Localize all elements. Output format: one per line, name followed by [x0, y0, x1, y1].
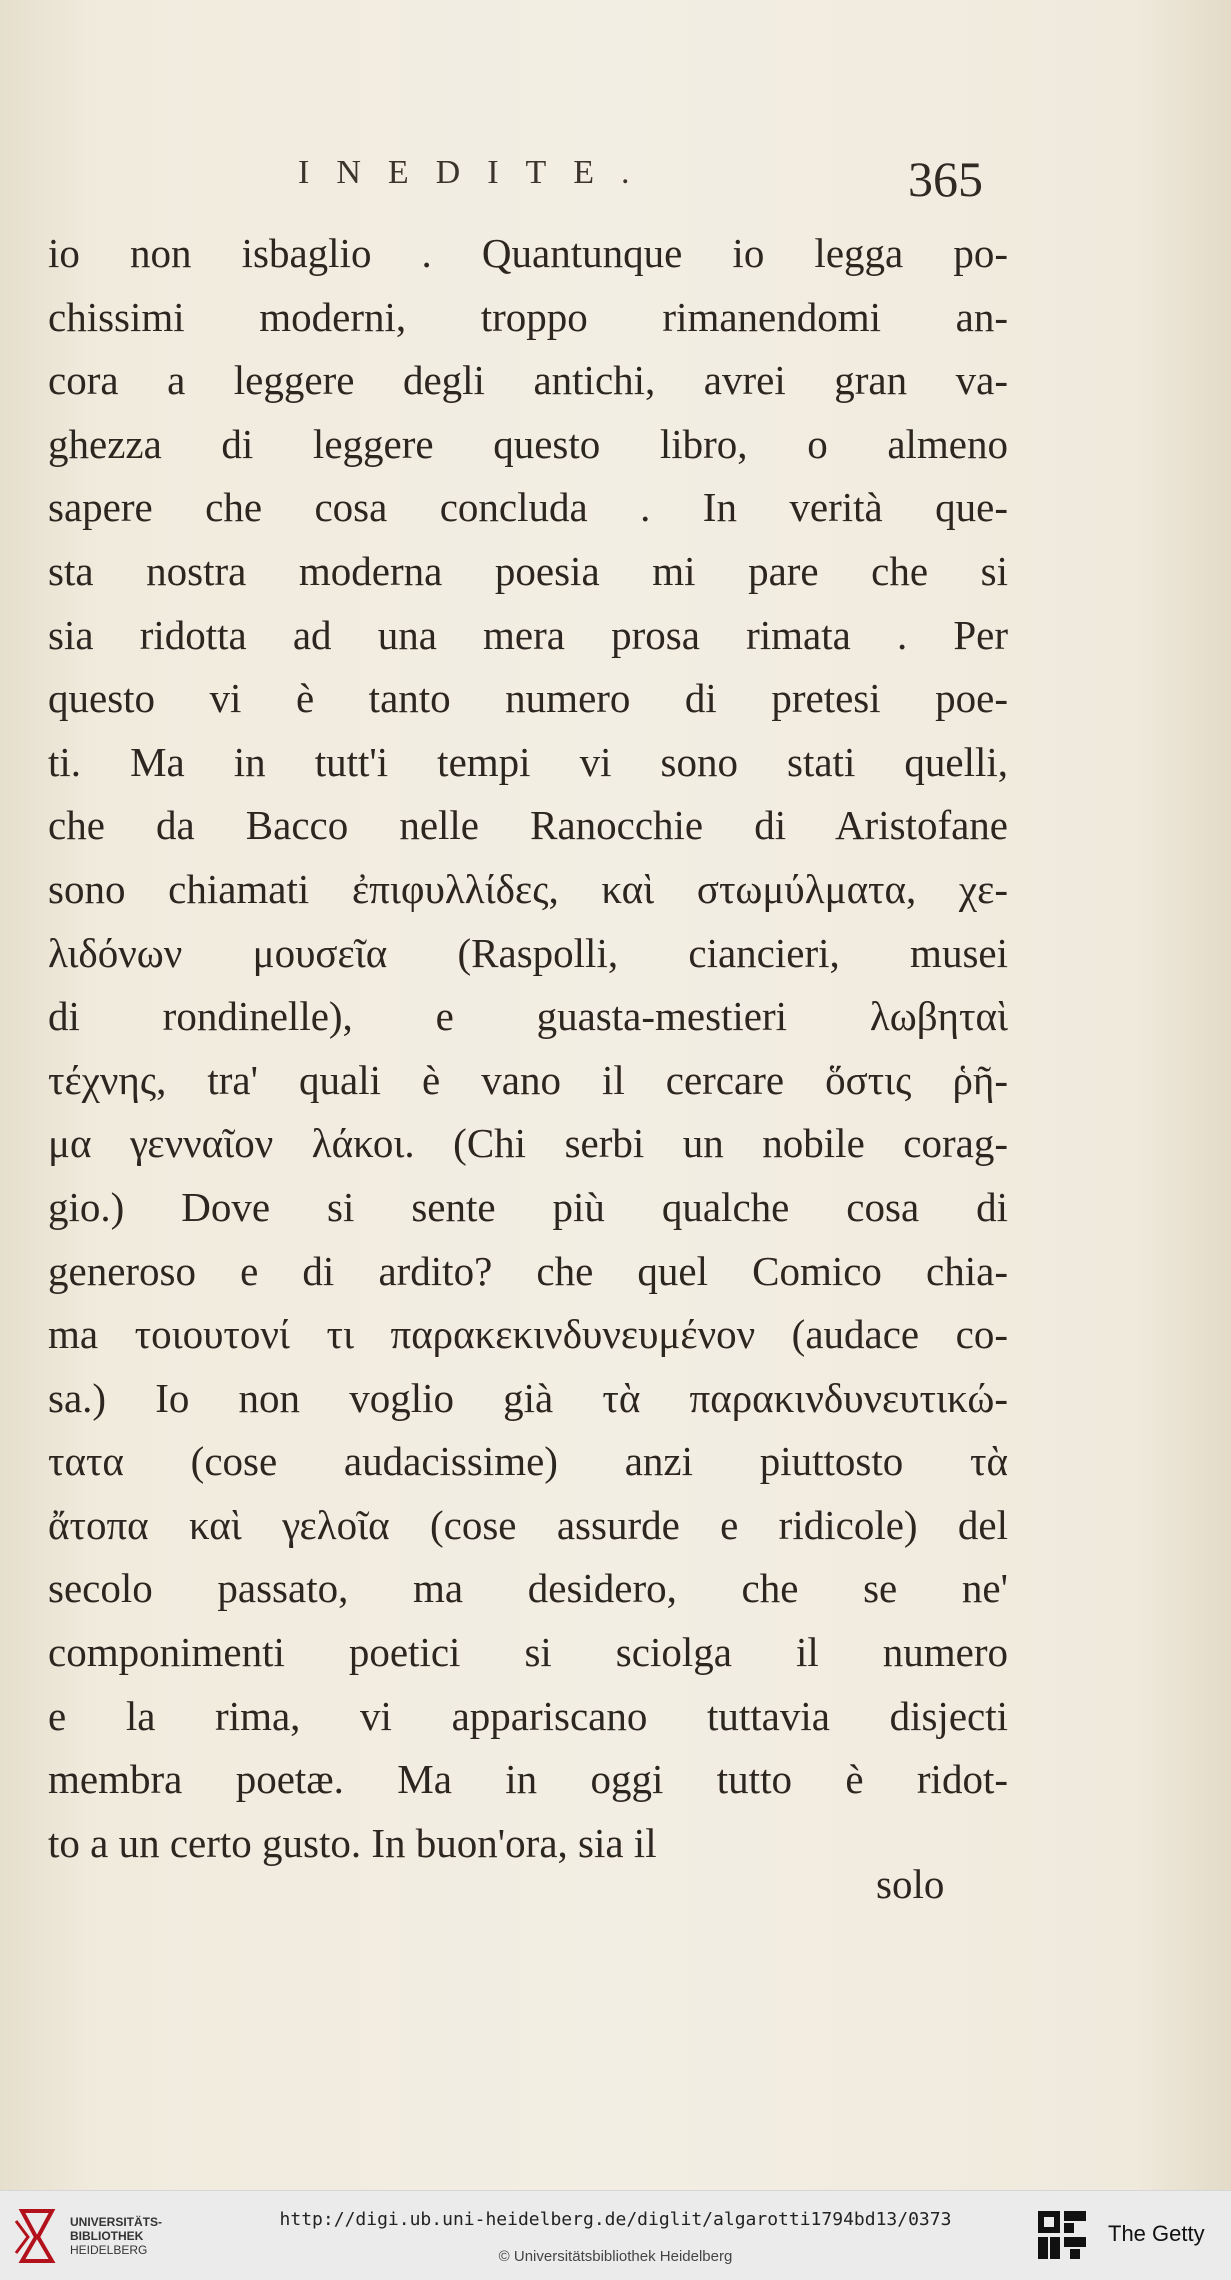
text-line: ti. Ma in tutt'i tempi vi sono stati quelli, — [48, 738, 1008, 785]
text-line: che da Bacco nelle Ranocchie di Aristofane — [48, 802, 1008, 849]
text-line: chissimi moderni, troppo rimanendomi an- — [48, 293, 1008, 340]
text-line: membra poetæ. Ma in oggi tutto è ridot- — [48, 1756, 1008, 1803]
text-line: e la rima, vi appariscano tuttavia disjecti — [48, 1692, 1008, 1739]
text-line: io non isbaglio . Quantunque io legga po- — [48, 230, 1008, 276]
text-line: to a un certo gusto. In buon'ora, sia il — [48, 1819, 657, 1866]
text-line: generoso e di ardito? che quel Comico chia- — [48, 1247, 1008, 1294]
text-line: ghezza di leggere questo libro, o almeno — [48, 420, 1008, 467]
text-line: secolo passato, ma desidero, che se ne' — [48, 1565, 1008, 1612]
text-line: sono chiamati ἐπιφυλλίδες, καὶ στωμύλματα, χε- — [48, 865, 1008, 912]
text-line: sa.) Io non voglio già τὰ παρακινδυνευτικώ- — [48, 1374, 1008, 1421]
institution-line: HEIDELBERG — [70, 2243, 148, 2257]
text-line: sia ridotta ad una mera prosa rimata . Per — [48, 611, 1008, 658]
text-line: di rondinelle), e guasta-mestieri λωβηταὶ — [48, 993, 1008, 1040]
text-line: sta nostra moderna poesia mi pare che si — [48, 547, 1008, 594]
text-line: gio.) Dove si sente più qualche cosa di — [48, 1183, 1008, 1230]
text-line: τατα (cose audacissime) anzi piuttosto τὰ — [48, 1438, 1008, 1485]
text-line: τέχνης, tra' quali è vano il cercare ὅστις ῥῆ- — [48, 1056, 1008, 1103]
text-line: questo vi è tanto numero di pretesi poe- — [48, 675, 1008, 722]
getty-logo-icon — [1036, 2209, 1088, 2261]
partner-name: The Getty — [1108, 2221, 1205, 2246]
permalink-url[interactable]: http://digi.ub.uni-heidelberg.de/diglit/algarotti1794bd13/0373 — [279, 2209, 952, 2230]
page-number: 365 — [908, 151, 983, 207]
institution-line: UNIVERSITÄTS- — [70, 2215, 163, 2229]
text-line: ἄτοπα καὶ γελοῖα (cose assurde e ridicole) del — [48, 1501, 1008, 1548]
viewer-footer — [0, 2190, 1231, 2280]
text-line: ma τοιουτονί τι παρακεκινδυνευμένον (audace co- — [48, 1311, 1008, 1358]
body-text — [48, 222, 1008, 1875]
text-line: λιδόνων μουσεῖα (Raspolli, ciancieri, musei — [48, 929, 1008, 976]
text-line: cora a leggere degli antichi, avrei gran va- — [48, 357, 1008, 404]
text-line: sapere che cosa concluda . In verità que- — [48, 484, 1008, 531]
running-title: INEDITE. — [298, 154, 657, 191]
text-line: componimenti poetici si sciolga il numero — [48, 1629, 1008, 1676]
catchword: solo — [876, 1861, 945, 1907]
page-header — [0, 150, 1231, 210]
text-line: μα γενναῖον λάκοι. (Chi serbi un nobile corag- — [48, 1120, 1008, 1167]
institution-line: BIBLIOTHEK — [70, 2229, 144, 2243]
copyright-notice: © Universitätsbibliothek Heidelberg — [498, 2248, 733, 2265]
